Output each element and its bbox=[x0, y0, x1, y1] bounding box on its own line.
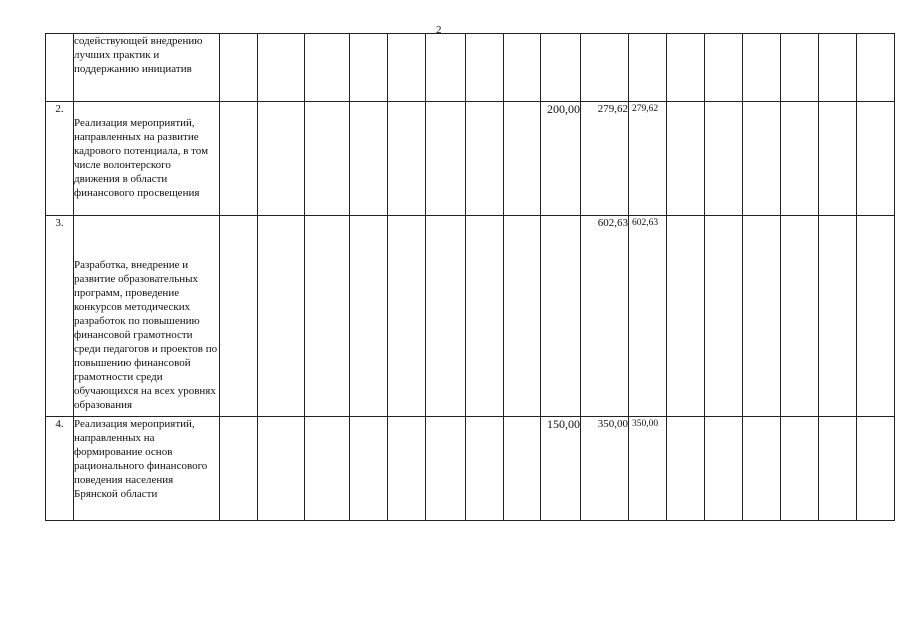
value-cell: 200,00 bbox=[541, 102, 581, 216]
table-row bbox=[46, 216, 895, 417]
page-number: 2 bbox=[436, 24, 442, 36]
row-description: Реализация мероприятий, направленных на развитие кадрового потенциала, в том числе волонтерского движения в области финансового просвещения bbox=[74, 102, 220, 216]
value-cell bbox=[581, 34, 629, 102]
value-cell: 150,00 bbox=[541, 417, 581, 521]
row-description: Разработка, внедрение и развитие образовательных программ, проведение конкурсов методических разработок по повышению финансовой грамотности среди педагогов и проектов по повышению финансовой грамотности среди обучающихся на всех уровнях образования bbox=[74, 216, 220, 417]
value-cell: 602,63 bbox=[629, 216, 667, 417]
value-cell bbox=[541, 216, 581, 417]
value-cell: 350,00 bbox=[581, 417, 629, 521]
table-row bbox=[46, 102, 895, 216]
row-number: 4. bbox=[46, 417, 74, 521]
value-cell bbox=[541, 34, 581, 102]
row-number bbox=[46, 34, 74, 102]
row-description: Реализация мероприятий, направленных на формирование основ рационального финансового поведения населения Брянской области bbox=[74, 417, 220, 521]
row-description: содействующей внедрению лучших практик и поддержанию инициатив bbox=[74, 34, 220, 102]
value-cell: 279,62 bbox=[581, 102, 629, 216]
value-cell: 602,63 bbox=[581, 216, 629, 417]
budget-table bbox=[45, 33, 895, 521]
row-number: 3. bbox=[46, 216, 74, 417]
table-row bbox=[46, 34, 895, 102]
value-cell: 279,62 bbox=[629, 102, 667, 216]
value-cell: 350,00 bbox=[629, 417, 667, 521]
value-cell bbox=[629, 34, 667, 102]
row-number: 2. bbox=[46, 102, 74, 216]
table-row bbox=[46, 417, 895, 521]
